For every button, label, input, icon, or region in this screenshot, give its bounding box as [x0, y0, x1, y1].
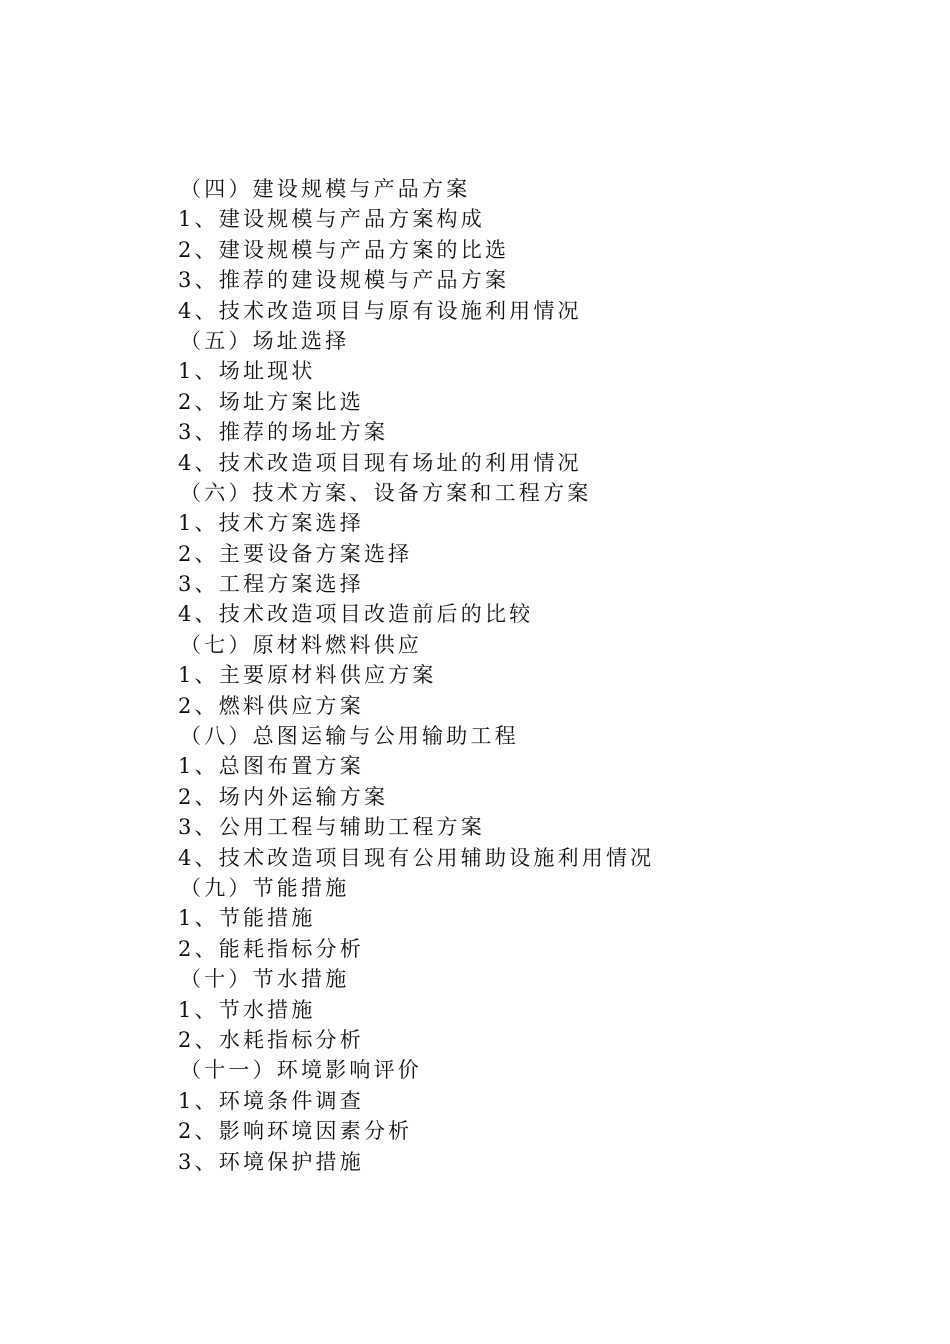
outline-item: 1、主要原材料供应方案 — [178, 663, 437, 688]
outline-item: 4、技术改造项目现有场址的利用情况 — [178, 450, 582, 475]
section-heading: （九）节能措施 — [180, 875, 350, 900]
outline-item: 1、环境条件调查 — [178, 1088, 364, 1113]
outline-item: 4、技术改造项目改造前后的比较 — [178, 602, 534, 627]
outline-item: 3、环境保护措施 — [178, 1149, 364, 1174]
section-heading: （八）总图运输与公用输助工程 — [180, 724, 519, 749]
section-heading: （四）建设规模与产品方案 — [180, 177, 471, 201]
section-heading: （五）场址选择 — [180, 328, 350, 353]
outline-item: 2、能耗指标分析 — [178, 936, 364, 961]
outline-item: 2、燃料供应方案 — [178, 693, 364, 718]
outline-item: 3、推荐的建设规模与产品方案 — [178, 268, 510, 293]
outline-item: 2、水耗指标分析 — [178, 1027, 364, 1052]
outline-item: 1、场址现状 — [178, 359, 316, 384]
outline-item: 1、节能措施 — [178, 906, 316, 931]
section-heading: （六）技术方案、设备方案和工程方案 — [180, 480, 592, 505]
outline-item: 1、建设规模与产品方案构成 — [178, 207, 485, 232]
outline-item: 2、场址方案比选 — [178, 389, 364, 414]
outline-item: 3、工程方案选择 — [178, 572, 364, 597]
outline-item: 1、技术方案选择 — [178, 511, 364, 536]
section-heading: （七）原材料燃料供应 — [180, 632, 422, 657]
outline-item: 2、影响环境因素分析 — [178, 1119, 413, 1144]
outline-list — [178, 174, 654, 1177]
outline-item: 3、公用工程与辅助工程方案 — [178, 815, 485, 840]
outline-item: 4、技术改造项目与原有设施利用情况 — [178, 298, 582, 323]
outline-item: 1、总图布置方案 — [178, 754, 364, 779]
outline-item: 2、场内外运输方案 — [178, 784, 389, 809]
outline-item: 2、主要设备方案选择 — [178, 541, 413, 566]
section-heading: （十一）环境影响评价 — [180, 1058, 422, 1083]
outline-item: 4、技术改造项目现有公用辅助设施利用情况 — [178, 845, 655, 870]
section-heading: （十）节水措施 — [180, 967, 350, 992]
outline-item: 2、建设规模与产品方案的比选 — [178, 237, 510, 262]
outline-item: 3、推荐的场址方案 — [178, 420, 389, 445]
outline-item: 1、节水措施 — [178, 997, 316, 1022]
